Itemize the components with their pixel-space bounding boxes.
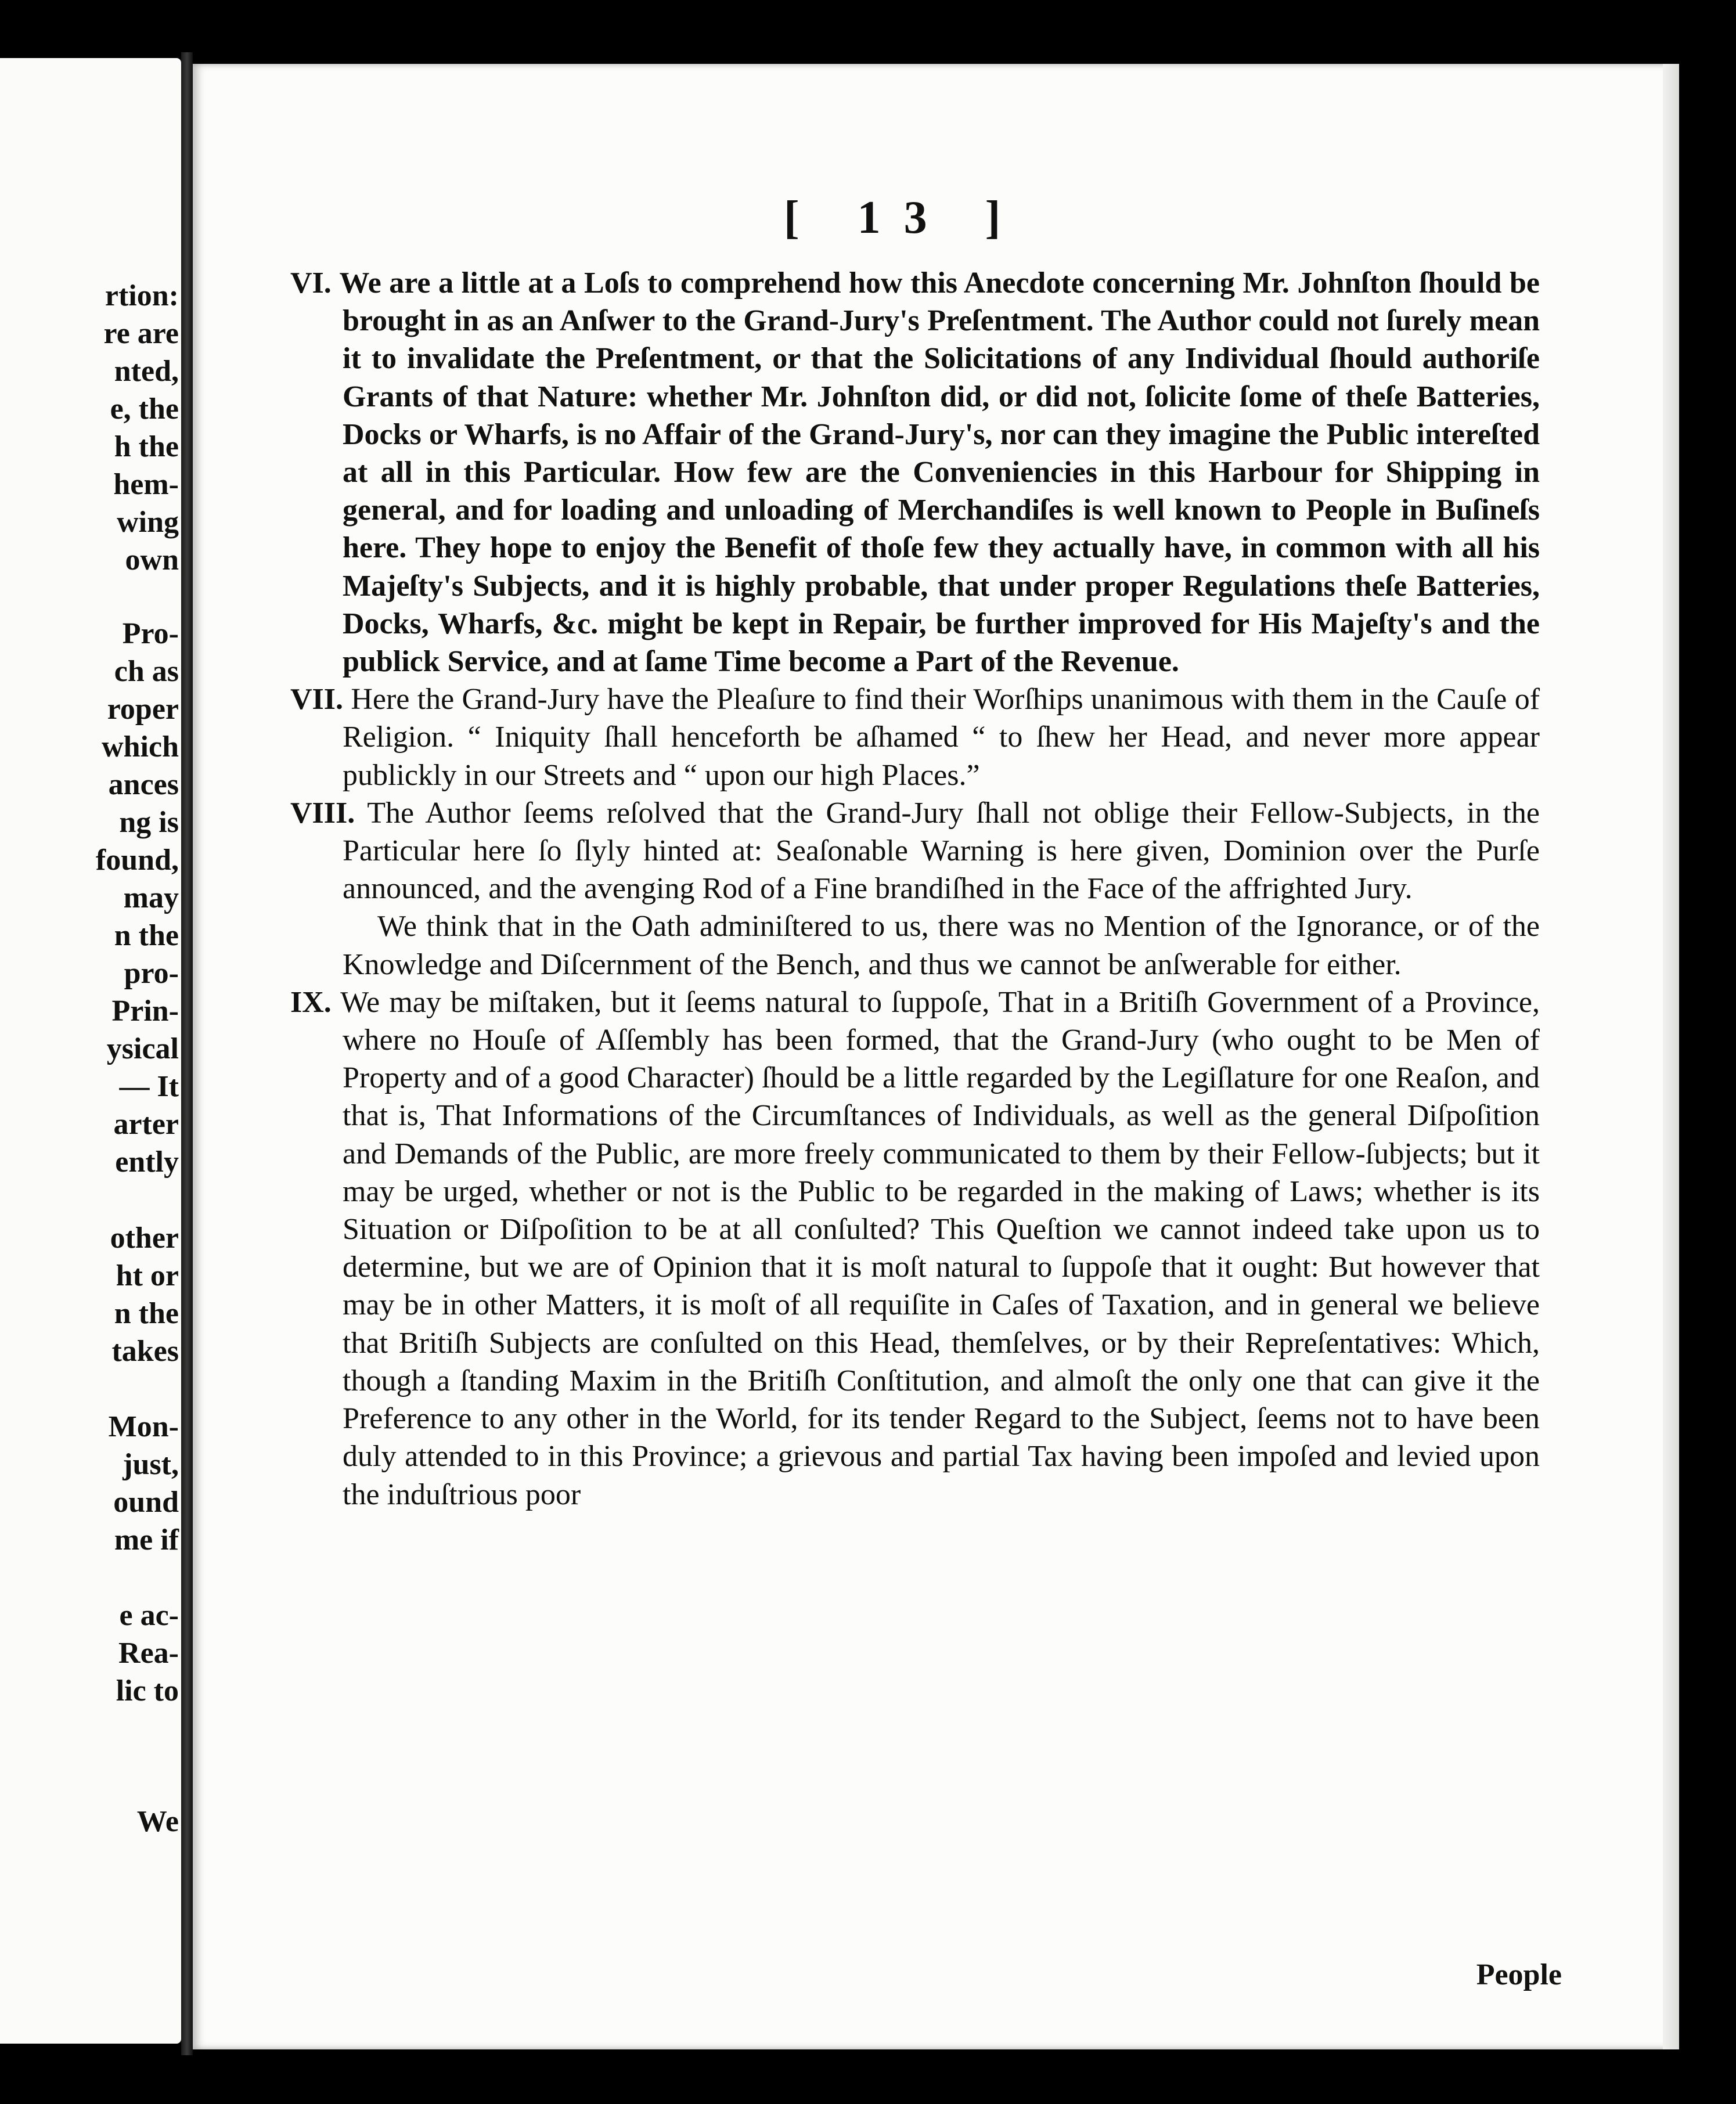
left-page-line: may [123,881,179,914]
left-page-line: Rea- [118,1637,179,1670]
left-page-line: e ac- [119,1599,179,1632]
section-text: We are a little at a Loſs to comprehend how this Anecdote concerning Mr. Johnſton ſhould be brought in as an Anſwer to the Grand-Jury's Preſentment. The Author could not ſurely mean it to invalidate the Preſentment, or that the Solicitations of any Individual ſhould authoriſe Grants of that Nature: whether Mr. Johnſton did, or did not, ſolicite ſome of theſe Batteries, Docks or Wharfs, is no Affair of the Grand-Jury's, nor can they imagine the Public intereſted at all in this Particular. How few are the Conveniencies in this Harbour for Shipping in general, and for loading and unloading of Merchandiſes is well known to People in Buſineſs here. They hope to enjoy the Benefit of thoſe few they actually have, in common with all his Majeſty's Subjects, and it is highly probable, that under proper Regulations theſe Batteries, Docks, Wharfs, &c. might be kept in Repair, be further improved for His Majeſty's and the publick Service, and at ſame Time become a Part of the Revenue. [339,266,1540,679]
left-page-line: ysical [106,1032,179,1065]
section-number: IX. [290,985,332,1019]
left-page-line: ound [113,1486,179,1519]
section-ix [290,983,1540,1514]
left-page-line: We [136,1805,179,1838]
left-page-line: takes [111,1335,179,1368]
left-page-line: re are [103,317,179,350]
left-page-line: pro- [124,957,179,990]
left-page-line: found, [95,844,179,877]
section-number: VIII. [290,796,355,830]
section-vi [290,264,1540,680]
left-page-line: roper [107,693,179,726]
section-text: The Author ſeems reſolved that the Grand-Jury ſhall not oblige their Fellow-Subjects, in the Particular here ſo ſlyly hinted at: Seaſonable Warning is here given, Dominion over the Purſe announced, and the avenging Rod of a Fine brandiſhed in the Face of the affrighted Jury. [343,796,1540,906]
left-page-line: other [110,1222,179,1255]
section-viii [290,794,1540,908]
page-number: [ 13 ] [784,192,1024,243]
section-text: We may be miſtaken, but it ſeems natural to ſuppoſe, That in a Britiſh Government of a Province, where no Houſe of Aſſembly has been formed, that the Grand-Jury (who ought to be Men of Property and of a good Character) ſhould be a little regarded by the Legiſlature for one Reaſon, and that is, That Informations of the Circumſtances of Individuals, as well as the general Diſpoſition and Demands of the Public, are more freely communicated to them by their Fellow-ſubjects; but it may be urged, whether or not is the Public to be regarded in the making of Laws; whether is its Situation or Diſpoſition to be at all conſulted? This Queſtion we cannot indeed take upon us to determine, but we are of Opinion that it is moſt natural to ſuppoſe that it ought: But however that may be in other Matters, it is moſt of all requiſite in Caſes of Taxation, and in general we believe that Britiſh Subjects are conſulted on this Head, themſelves, or by their Repreſentatives: Which, though a ſtanding Maxim in the Britiſh Conſtitution, and almoſt the only one that can give it the Preference to any other in the World, for its tender Regard to the Subject, ſeems not to have been duly attended to in this Province; a grievous and partial Tax having been impoſed and levied upon the induſtrious poor [340,985,1540,1511]
left-page-line: Pro- [122,617,179,650]
left-page-line: lic to [116,1674,179,1707]
page-edge [1663,64,1679,2049]
left-page-line: h the [114,430,179,463]
left-page-line: e, the [110,392,179,426]
left-page-line: ances [108,768,179,801]
left-page-line: Mon- [108,1410,179,1443]
left-page-line: n the [114,919,179,952]
section-number: VI. [290,266,332,300]
left-page-line: ng is [119,806,179,839]
left-page-line: Prin- [111,995,179,1028]
left-page-line: hem- [113,468,179,501]
left-page-line: just, [123,1448,179,1481]
section-text: We think that in the Oath adminiſtered to us, there was no Mention of the Ignorance, or of the Knowledge and Diſcernment of the Bench, and thus we cannot be anſwerable for either. [343,910,1540,981]
left-page-line: which [102,730,179,763]
section-number: VII. [290,683,344,716]
left-page-line: — It [119,1070,179,1103]
left-page-line: arter [113,1108,179,1141]
left-page-line: ht or [116,1259,179,1292]
left-page-line: rtion: [105,279,179,312]
section-text: Here the Grand-Jury have the Pleaſure to find their Worſhips unanimous with them in the Cauſe of Religion. “ Iniquity ſhall henceforth be aſhamed “ to ſhew her Head, and never more appear publickly in our Streets and “ upon our high Places.” [343,683,1540,792]
left-page-line: me if [114,1523,179,1557]
body-text [290,264,1540,1514]
section-viii-continued [343,907,1540,983]
left-page-line: wing [117,506,179,539]
left-page-line: own [125,543,179,577]
catchword: People [1476,1958,1562,1991]
left-page-line: nted, [114,355,179,388]
left-page-line: ch as [114,655,179,688]
left-page-line: ently [115,1145,179,1179]
left-page-fragment [0,58,181,2044]
left-page-line: n the [114,1297,179,1330]
section-vii [290,680,1540,794]
book-gutter [181,52,193,2055]
